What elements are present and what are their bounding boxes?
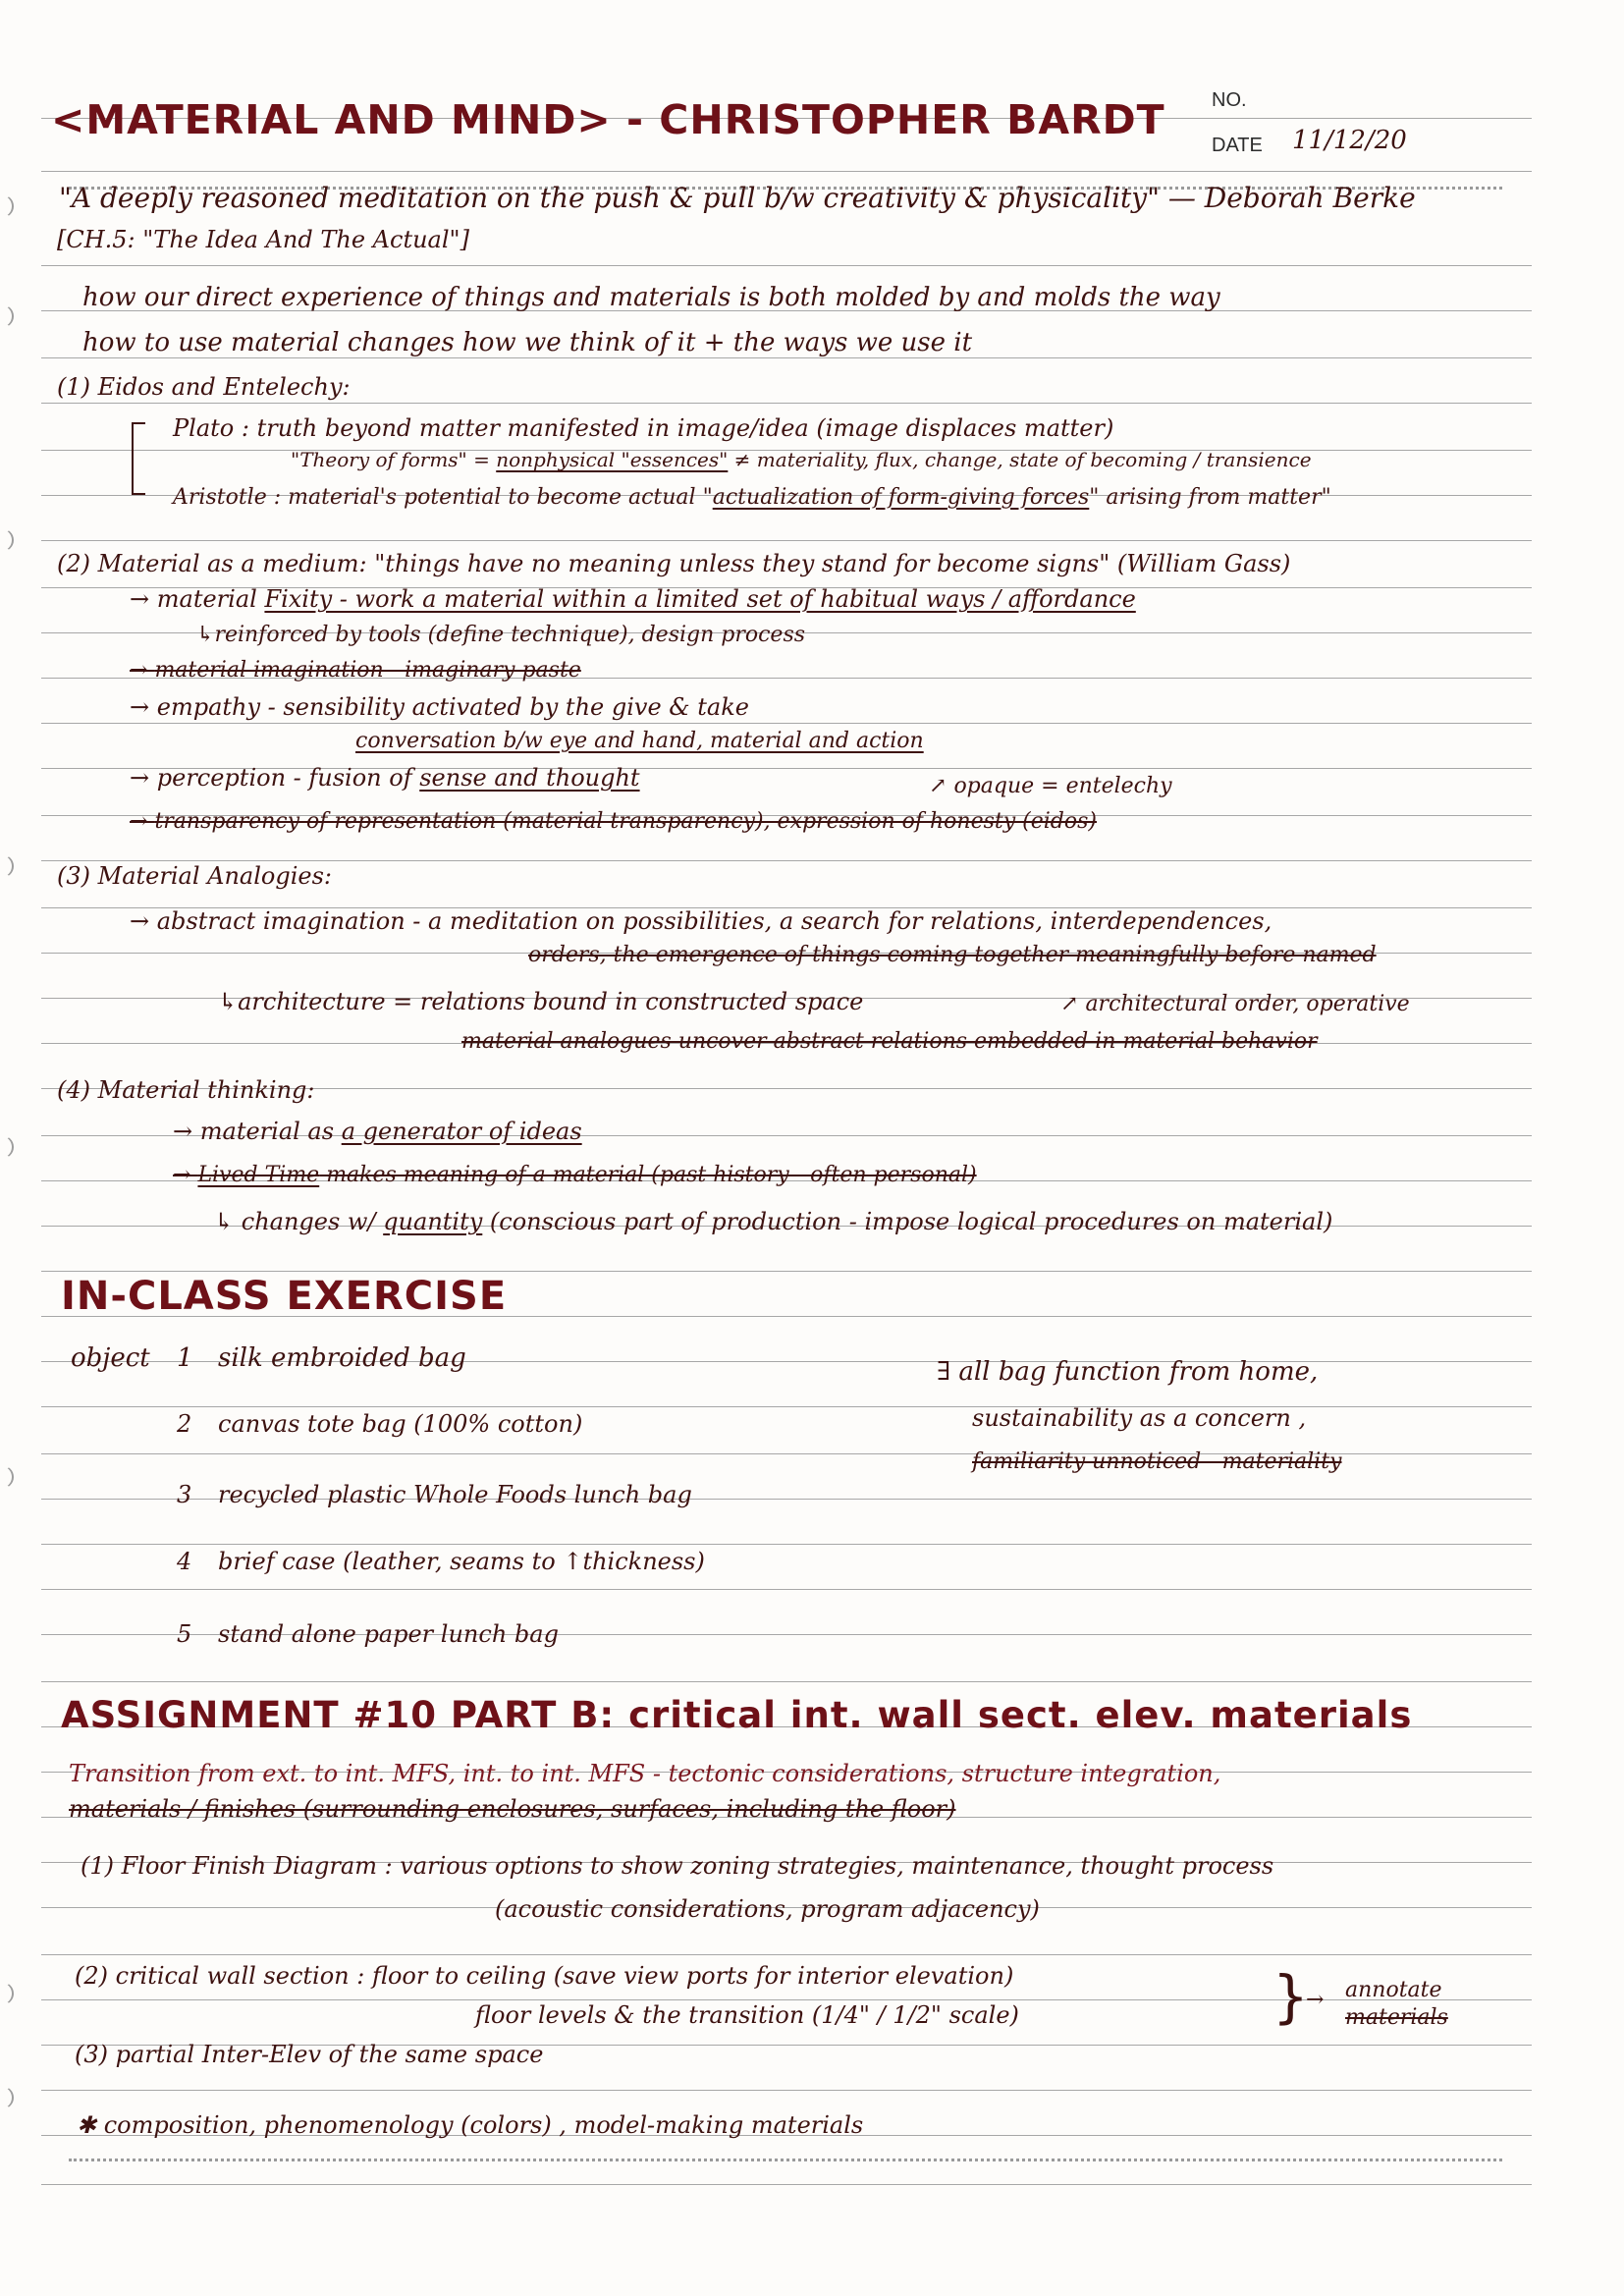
exercise-item-2: canvas tote bag (100% cotton) xyxy=(218,1410,583,1438)
exercise-item-1-num: 1 xyxy=(177,1343,193,1373)
fixity-text: Fixity - work a material within a limited set of habitual ways / affordance xyxy=(264,585,1136,613)
no-label: NO. xyxy=(1212,89,1247,111)
section-3-title: (3) Material Analogies: xyxy=(57,862,332,890)
plato-forms-label: "Theory of forms" = xyxy=(291,448,497,471)
page-title: <MATERIAL AND MIND> - CHRISTOPHER BARDT xyxy=(51,96,1165,143)
intro-line-2: how to use material changes how we think of it + the ways we use it xyxy=(82,328,973,357)
brace-icon: } xyxy=(1272,1963,1309,2030)
arrow-right-icon: → xyxy=(130,764,157,792)
date-label: DATE xyxy=(1212,135,1263,156)
opaque-text: opaque = entelechy xyxy=(953,774,1172,798)
assignment-item-2-line-1: (2) critical wall section : floor to ceiling (save view ports for interior elevation) xyxy=(75,1962,1014,1990)
assignment-intro-1: Transition from ext. to int. MFS, int. to int. MFS - tectonic considerations, structure integration, xyxy=(69,1760,1221,1787)
arrow-right-icon: → xyxy=(173,1118,200,1145)
assignment-heading: ASSIGNMENT #10 PART B: critical int. wall sect. elev. materials xyxy=(61,1694,1413,1736)
plato-aristotle-bracket xyxy=(132,422,145,495)
abstract-line-1 xyxy=(130,909,1272,933)
abstract-line-2: orders, the emergence of things coming together meaningfully before named xyxy=(528,943,1377,967)
arrow-right-icon: → xyxy=(130,907,157,935)
corner-arrow-icon: ↳ xyxy=(196,623,215,647)
transparency-line xyxy=(130,811,1097,833)
transparency-text: transparency of representation (material transparency), expression of honesty (eidos) xyxy=(154,809,1097,834)
intro-line-1: how our direct experience of things and materials is both molded by and molds the way xyxy=(82,283,1220,312)
date-value: 11/12/20 xyxy=(1292,126,1407,155)
assignment-item-3: (3) partial Inter-Elev of the same space xyxy=(75,2041,544,2068)
lived-time-label: Lived Time xyxy=(197,1163,320,1187)
fixity-sub-text: reinforced by tools (define technique), design process xyxy=(214,623,806,647)
arrow-right-icon: → xyxy=(130,658,155,683)
architecture-order-note xyxy=(1060,994,1410,1015)
arrow-right-icon: → xyxy=(130,809,155,834)
fixity-line xyxy=(130,587,1136,611)
exercise-item-1: silk embroided bag xyxy=(218,1343,466,1373)
exercise-note-1: ∃ all bag function from home, xyxy=(937,1357,1319,1387)
plato-line-2 xyxy=(291,450,1312,469)
exercise-heading: IN-CLASS EXERCISE xyxy=(61,1274,508,1319)
empathy-line-2: conversation b/w eye and hand, material and action xyxy=(355,729,924,753)
generator-label: material as xyxy=(199,1118,342,1145)
lived-time-line xyxy=(173,1165,977,1186)
architecture-order-text: architectural order, operative xyxy=(1085,992,1410,1016)
architecture-line-1 xyxy=(218,990,863,1013)
perception-line xyxy=(130,766,640,790)
fixity-label: material xyxy=(156,585,265,613)
plato-essences: nonphysical "essences" xyxy=(496,448,729,471)
annotate-label-1: annotate xyxy=(1345,1978,1442,2002)
exercise-note-2: sustainability as a concern , xyxy=(972,1404,1307,1432)
object-label: object xyxy=(71,1343,150,1373)
fixity-sub xyxy=(196,625,805,646)
annotate-arrow-icon: → xyxy=(1306,1988,1325,2012)
assignment-item-1-line-1: (1) Floor Finish Diagram : various options to show zoning strategies, maintenance, thought process xyxy=(81,1852,1274,1880)
lived-time-text: makes meaning of a material (past history - often personal) xyxy=(319,1163,977,1187)
assignment-intro-2: materials / finishes (surrounding enclosures, surfaces, including the floor) xyxy=(69,1795,956,1823)
opaque-note xyxy=(929,776,1172,797)
exercise-item-4: brief case (leather, seams to ↑thickness) xyxy=(218,1548,705,1575)
section-1-title: (1) Eidos and Entelechy: xyxy=(57,373,351,401)
empathy-text-1: empathy - sensibility activated by the give & take xyxy=(156,693,749,721)
changes-label: changes w/ xyxy=(241,1208,384,1235)
perception-sense-thought: sense and thought xyxy=(419,764,640,792)
exercise-item-2-num: 2 xyxy=(177,1410,192,1438)
book-quote: "A deeply reasoned meditation on the push & pull b/w creativity & physicality" — Deborah Berke xyxy=(59,182,1416,214)
section-2-title: (2) Material as a medium: "things have no meaning unless they stand for become signs" (William Gass) xyxy=(57,550,1291,577)
exercise-item-5-num: 5 xyxy=(177,1620,192,1648)
imagination-text: material imagination - imaginary paste xyxy=(154,658,581,683)
abstract-text-1: abstract imagination - a meditation on possibilities, a search for relations, interdependences, xyxy=(156,907,1272,935)
changes-line xyxy=(214,1210,1332,1233)
assignment-item-2-line-2: floor levels & the transition (1/4" / 1/2" scale) xyxy=(475,2001,1019,2029)
generator-line xyxy=(173,1120,582,1143)
architecture-text-1: architecture = relations bound in constructed space xyxy=(238,988,864,1015)
aristotle-label: Aristotle : material's potential to become actual " xyxy=(173,485,713,510)
generator-text: a generator of ideas xyxy=(341,1118,582,1145)
arrow-right-icon: → xyxy=(130,693,157,721)
changes-quantity: quantity xyxy=(383,1208,483,1235)
arrow-right-icon: → xyxy=(130,585,157,613)
aristotle-line xyxy=(173,487,1331,509)
imagination-line xyxy=(130,660,581,682)
arrow-up-right-icon: ↗ xyxy=(929,774,954,798)
changes-text: (conscious part of production - impose logical procedures on material) xyxy=(482,1208,1333,1235)
empathy-line-1 xyxy=(130,695,749,719)
architecture-line-2: material analogues uncover abstract relations embedded in material behavior xyxy=(461,1029,1318,1054)
plato-materiality: ≠ materiality, flux, change, state of becoming / transience xyxy=(728,448,1312,471)
chapter-title: [CH.5: "The Idea And The Actual"] xyxy=(57,226,469,253)
plato-line-1: Plato : truth beyond matter manifested in image/idea (image displaces matter) xyxy=(173,414,1114,442)
exercise-note-3: familiarity unnoticed - materiality xyxy=(972,1449,1342,1474)
corner-arrow-icon: ↳ xyxy=(218,988,239,1015)
section-4-title: (4) Material thinking: xyxy=(57,1076,315,1104)
corner-arrow-icon: ↳ xyxy=(214,1208,242,1235)
exercise-item-4-num: 4 xyxy=(177,1548,192,1575)
exercise-item-3-num: 3 xyxy=(177,1481,192,1508)
arrow-up-right-icon: ↗ xyxy=(1060,992,1086,1016)
assignment-footnote: ✱ composition, phenomenology (colors) , model-making materials xyxy=(77,2111,864,2139)
annotate-label-2: materials xyxy=(1345,2005,1448,2030)
aristotle-actualization: actualization of form-giving forces xyxy=(712,485,1090,510)
assignment-item-1-line-2: (acoustic considerations, program adjacency) xyxy=(495,1895,1040,1923)
aristotle-matter: " arising from matter" xyxy=(1089,485,1331,510)
perception-label: perception - fusion of xyxy=(156,764,420,792)
exercise-item-3: recycled plastic Whole Foods lunch bag xyxy=(218,1481,692,1508)
arrow-right-icon: → xyxy=(173,1163,198,1187)
exercise-item-5: stand alone paper lunch bag xyxy=(218,1620,559,1648)
